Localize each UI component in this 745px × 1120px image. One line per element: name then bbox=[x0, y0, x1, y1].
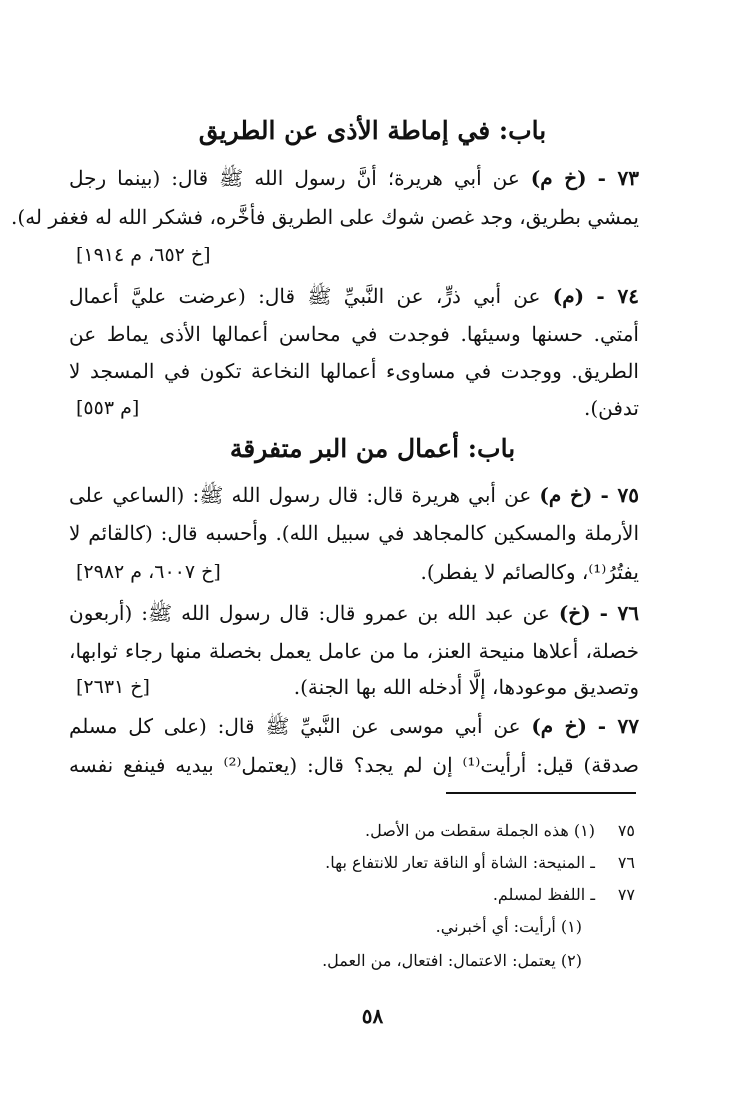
hadith-73-reference: [خ ٦٥٢، م ١٩١٤] bbox=[76, 244, 211, 266]
hadith-75-reference: [خ ٦٠٠٧، م ٢٩٨٢] bbox=[76, 561, 221, 583]
hadith-73-source: (خ م) bbox=[530, 166, 587, 190]
hadith-74-line-2: أمتي. حسنها وسيئها. فوجدت في محاسن أعمالها الأذى يماط عن bbox=[69, 322, 639, 346]
page-number: ٥٨ bbox=[361, 1004, 384, 1028]
hadith-73-line-1 bbox=[69, 163, 639, 193]
hadith-74-number: ٧٤ - bbox=[596, 284, 640, 308]
footnote-ref-number: ٧٦ bbox=[617, 853, 635, 872]
hadith-74-reference: [م ٥٥٣] bbox=[76, 397, 140, 419]
footnote-text: (٢) يعتمل: الاعتمال: افتعال، من العمل. bbox=[322, 951, 582, 970]
hadith-74-line-3: الطريق. ووجدت في مساوىء أعمالها النخاعة تكون في المسجد لا bbox=[69, 359, 639, 383]
footnote-ref-number: ٧٧ bbox=[617, 885, 635, 904]
footnote-separator bbox=[446, 792, 636, 794]
hadith-74-line-1 bbox=[69, 281, 639, 311]
section-heading-2: باب: أعمال من البر متفرقة bbox=[229, 434, 516, 463]
hadith-76-source: (خ) bbox=[558, 601, 591, 625]
hadith-76-line-1 bbox=[69, 598, 639, 628]
hadith-77-line-2: صدقة) قيل: أرأيت⁽¹⁾ إن لم يجد؟ قال: (يعتمل⁽²⁾ بيديه فينفع نفسه bbox=[69, 753, 640, 777]
hadith-75-number: ٧٥ - bbox=[600, 483, 640, 507]
hadith-76-reference: [خ ٢٦٣١] bbox=[76, 676, 150, 698]
hadith-76-text-1: عن عبد الله بن عمرو قال: قال رسول الله ﷺ: (أربعون bbox=[69, 601, 550, 625]
hadith-77-number: ٧٧ - bbox=[597, 714, 639, 738]
footnote-text: ـ اللفظ لمسلم. bbox=[492, 885, 595, 904]
hadith-73-line-2: يمشي بطريق، وجد غصن شوك على الطريق فأخَّره، فشكر الله له فغفر له). bbox=[11, 205, 639, 229]
hadith-76-number: ٧٦ - bbox=[599, 601, 640, 625]
section-heading-1: باب: في إماطة الأذى عن الطريق bbox=[198, 116, 547, 145]
hadith-75-line-1 bbox=[69, 480, 639, 510]
hadith-76-line-3: وتصديق موعودها، إلَّا أدخله الله بها الجنة). bbox=[293, 675, 639, 699]
hadith-73-number: ٧٣ - bbox=[597, 166, 640, 190]
hadith-74-line-4: تدفن). bbox=[583, 396, 639, 420]
hadith-75-line-2: الأرملة والمسكين كالمجاهد في سبيل الله). وأحسبه قال: (كالقائم لا bbox=[69, 521, 639, 545]
footnote-text: ـ المنيحة: الشاة أو الناقة تعار للانتفاع بها. bbox=[325, 853, 595, 872]
hadith-74-text-1: عن أبي ذرٍّ، عن النَّبيِّ ﷺ قال: (عرضت عليَّ أعمال bbox=[69, 284, 541, 308]
footnote-text: (١) هذه الجملة سقطت من الأصل. bbox=[365, 821, 595, 840]
footnote-ref-number: ٧٥ bbox=[617, 821, 635, 840]
hadith-77-text-1: عن أبي موسى عن النَّبيِّ ﷺ قال: (على كل مسلم bbox=[69, 714, 521, 738]
hadith-75-line-3: يفتُرُ⁽¹⁾، وكالصائم لا يفطر). bbox=[420, 560, 639, 584]
hadith-73-text-1: عن أبي هريرة؛ أنَّ رسول الله ﷺ قال: (بينما رجل bbox=[69, 166, 520, 190]
hadith-77-source: (خ م) bbox=[531, 714, 587, 738]
hadith-75-source: (خ م) bbox=[539, 483, 593, 507]
hadith-76-line-2: خصلة، أعلاها منيحة العنز، ما من عامل يعمل بخصلة منها رجاء ثوابها، bbox=[69, 639, 639, 663]
hadith-75-text-1: عن أبي هريرة قال: قال رسول الله ﷺ: (الساعي على bbox=[69, 483, 532, 507]
hadith-77-line-1 bbox=[69, 711, 639, 741]
hadith-74-source: (م) bbox=[552, 284, 585, 308]
footnote-text: (١) أرأيت: أي أخبرني. bbox=[435, 917, 582, 936]
